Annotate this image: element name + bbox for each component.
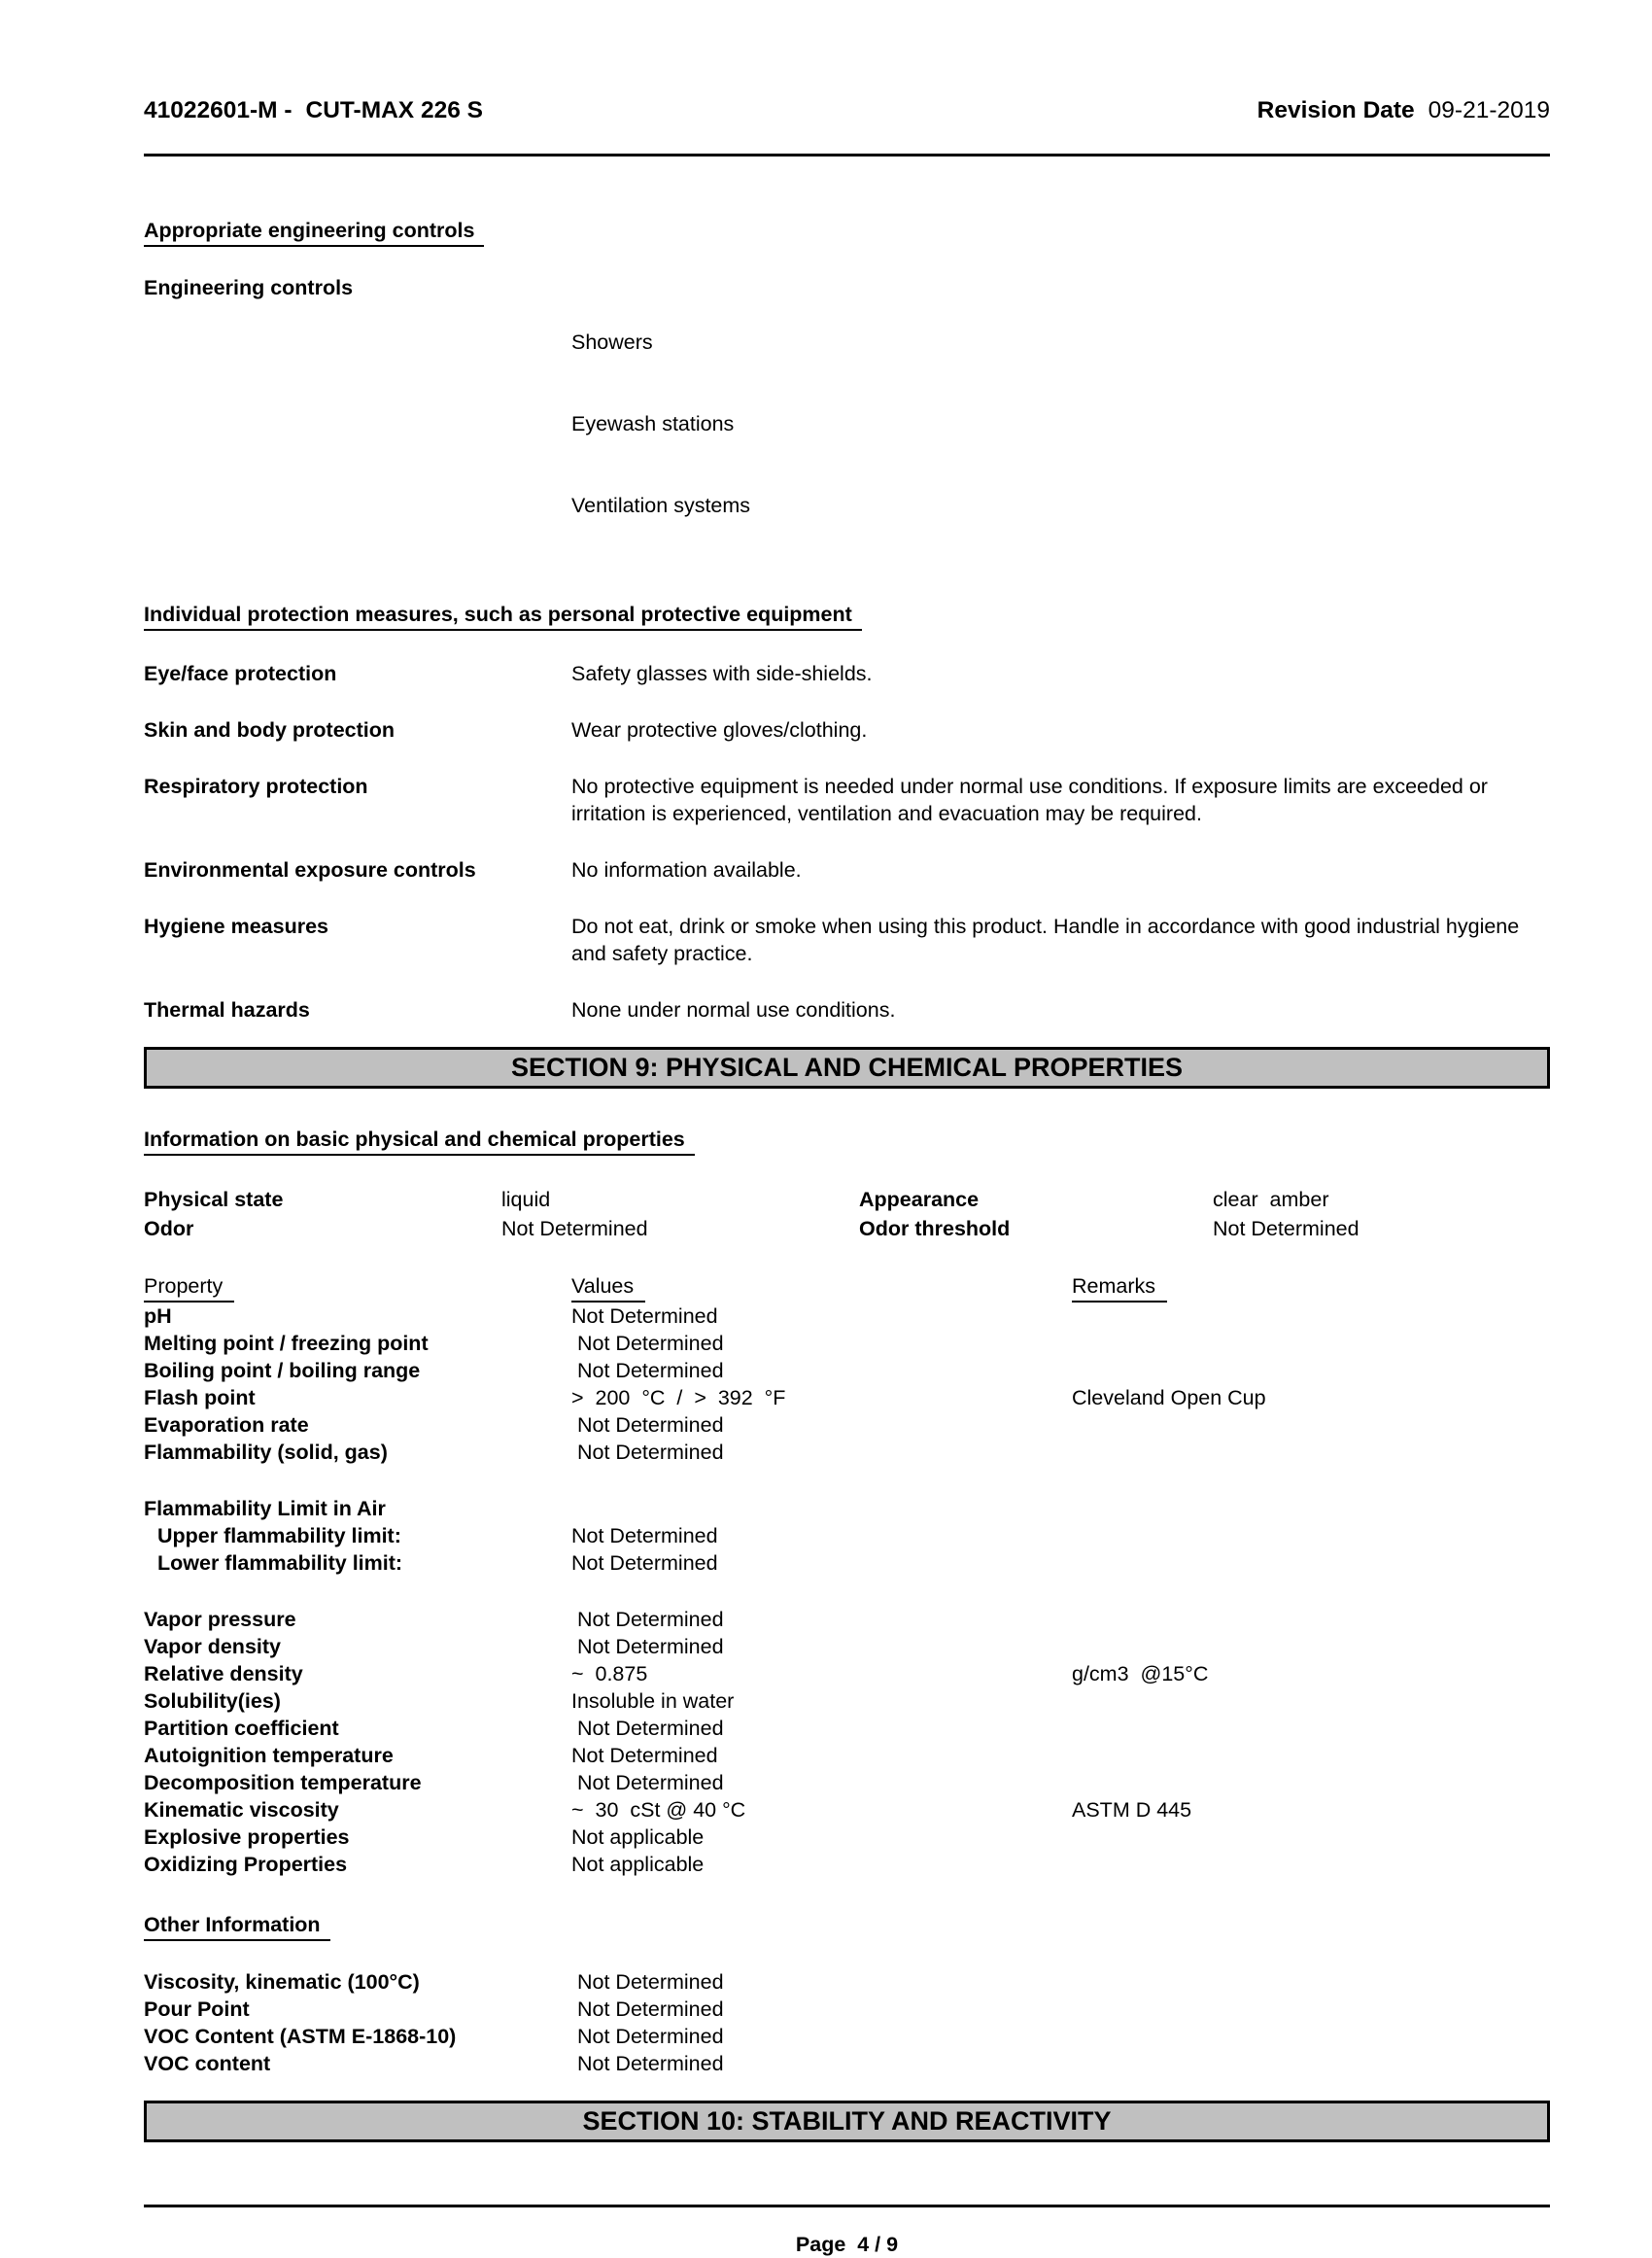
protection-value: No protective equipment is needed under normal use conditions. If exposure limits are exceeded or irritation is experienced, ventilation and evacuation may be required. [571, 775, 1494, 825]
property-name: Upper flammability limit: [157, 1524, 401, 1547]
property-row-partition-coefficient [144, 1715, 1550, 1742]
property-name: VOC Content (ASTM E-1868-10) [144, 2025, 457, 2048]
column-header-remarks: Remarks [1072, 1272, 1550, 1303]
property-remark [1072, 2023, 1550, 2050]
property-value: ~ 0.875 [571, 1662, 648, 1685]
property-row-boiling-point [144, 1357, 1550, 1384]
property-name: Vapor pressure [144, 1608, 296, 1631]
property-row-flash-point [144, 1384, 1550, 1411]
property-remark: Cleveland Open Cup [1072, 1386, 1266, 1409]
state-label: Odor [144, 1217, 194, 1240]
property-remark [1072, 1633, 1550, 1660]
property-remark: g/cm3 @15°C [1072, 1662, 1209, 1685]
page-number: Page 4 / 9 [795, 2233, 899, 2256]
state-value: Not Determined [1213, 1217, 1359, 1240]
property-remark [1072, 1411, 1550, 1439]
state-label: Odor threshold [859, 1217, 1011, 1240]
property-value: Not Determined [571, 1441, 724, 1464]
property-name: Solubility(ies) [144, 1689, 281, 1713]
flammability-limit-heading: Flammability Limit in Air [144, 1497, 386, 1520]
engineering-control-line: Showers [571, 330, 653, 354]
engineering-controls-label: Engineering controls [144, 276, 354, 299]
property-row-autoignition-temperature [144, 1742, 1550, 1769]
property-remark: ASTM D 445 [1072, 1798, 1192, 1822]
state-row-physical-appearance [144, 1185, 1550, 1214]
property-value: Not Determined [571, 1551, 718, 1575]
property-table-header [144, 1272, 1550, 1303]
protection-row-skin-body [144, 716, 1550, 744]
property-remark [1072, 1549, 1550, 1577]
property-name: Lower flammability limit: [157, 1551, 403, 1575]
property-remark [1072, 1330, 1550, 1357]
document-title [144, 97, 483, 124]
protection-row-environmental [144, 856, 1550, 884]
property-value: Not applicable [571, 1853, 705, 1876]
property-row-melting-point [144, 1330, 1550, 1357]
property-name: Explosive properties [144, 1825, 350, 1849]
column-header-values: Values [571, 1272, 1072, 1303]
property-value: Not Determined [571, 1332, 724, 1355]
protection-label: Environmental exposure controls [144, 858, 476, 882]
property-value: Not Determined [571, 1970, 724, 1994]
revision-date-block [1257, 97, 1550, 124]
protection-row-eye-face [144, 660, 1550, 687]
state-label: Appearance [859, 1188, 980, 1211]
heading-basic-physical-chemical-info: Information on basic physical and chemical properties [144, 1126, 1550, 1156]
property-row-solubility [144, 1687, 1550, 1715]
property-value: Not Determined [571, 1359, 724, 1382]
protection-value: Safety glasses with side-shields. [571, 662, 873, 685]
header-divider [144, 154, 1550, 156]
property-row-upper-flammability [144, 1522, 1550, 1549]
protection-label: Skin and body protection [144, 718, 396, 742]
state-value: Not Determined [501, 1217, 648, 1240]
property-name: Autoignition temperature [144, 1744, 394, 1767]
property-value: Not Determined [571, 2052, 724, 2075]
property-remark [1072, 1851, 1550, 1878]
property-remark [1072, 1824, 1550, 1851]
property-remark [1072, 1303, 1550, 1330]
property-name: Flash point [144, 1386, 256, 1409]
state-label: Physical state [144, 1188, 284, 1211]
document-header [144, 0, 1550, 124]
property-remark [1072, 1606, 1550, 1633]
property-row-vapor-density [144, 1633, 1550, 1660]
engineering-control-line: Ventilation systems [571, 494, 751, 517]
property-value: > 200 °C / > 392 °F [571, 1386, 786, 1409]
property-row-flammability-solid-gas [144, 1439, 1550, 1466]
property-name: VOC content [144, 2052, 271, 2075]
property-name: Kinematic viscosity [144, 1798, 339, 1822]
property-remark [1072, 1687, 1550, 1715]
property-value: Not applicable [571, 1825, 705, 1849]
property-name: Melting point / freezing point [144, 1332, 429, 1355]
property-remark [1072, 1439, 1550, 1466]
property-row-lower-flammability [144, 1549, 1550, 1577]
property-row-voc-content-astm [144, 2023, 1550, 2050]
property-remark [1072, 1996, 1550, 2023]
property-remark [1072, 1357, 1550, 1384]
property-name: Pour Point [144, 1997, 250, 2021]
protection-label: Thermal hazards [144, 998, 310, 1022]
property-name: Oxidizing Properties [144, 1853, 348, 1876]
property-row-oxidizing-properties [144, 1851, 1550, 1878]
property-remark [1072, 1742, 1550, 1769]
property-row-explosive-properties [144, 1824, 1550, 1851]
section-10-banner: SECTION 10: STABILITY AND REACTIVITY [144, 2101, 1550, 2142]
protection-row-hygiene [144, 913, 1550, 967]
property-value: Not Determined [571, 1771, 724, 1794]
engineering-controls-values [571, 274, 1550, 573]
protection-row-thermal [144, 996, 1550, 1024]
property-value: Not Determined [571, 1304, 718, 1328]
property-name: Partition coefficient [144, 1717, 339, 1740]
property-name: Decomposition temperature [144, 1771, 422, 1794]
property-value: Insoluble in water [571, 1689, 735, 1713]
protection-row-respiratory [144, 773, 1550, 827]
product-name: CUT-MAX 226 S [305, 97, 483, 123]
property-name: Relative density [144, 1662, 303, 1685]
protection-label: Respiratory protection [144, 775, 368, 798]
property-row-relative-density [144, 1660, 1550, 1687]
property-value: Not Determined [571, 1744, 718, 1767]
heading-individual-protection-measures: Individual protection measures, such as personal protective equipment [144, 601, 1550, 631]
protection-value: None under normal use conditions. [571, 998, 896, 1022]
property-name: Viscosity, kinematic (100°C) [144, 1970, 420, 1994]
property-row-pour-point [144, 1996, 1550, 2023]
heading-appropriate-engineering-controls: Appropriate engineering controls [144, 217, 1550, 247]
property-value: Not Determined [571, 1608, 724, 1631]
property-remark [1072, 1968, 1550, 1996]
section-9-banner: SECTION 9: PHYSICAL AND CHEMICAL PROPERTIES [144, 1047, 1550, 1089]
property-row-evaporation-rate [144, 1411, 1550, 1439]
state-value: clear amber [1213, 1188, 1329, 1211]
property-value: Not Determined [571, 1635, 724, 1658]
protection-label: Hygiene measures [144, 915, 329, 938]
property-row-ph [144, 1303, 1550, 1330]
property-value: Not Determined [571, 1413, 724, 1437]
document-id: 41022601-M - [144, 97, 293, 123]
revision-date-label: Revision Date [1256, 97, 1415, 123]
property-remark [1072, 1769, 1550, 1796]
protection-label: Eye/face protection [144, 662, 337, 685]
property-value: Not Determined [571, 2025, 724, 2048]
property-name: Flammability (solid, gas) [144, 1441, 388, 1464]
property-value: Not Determined [571, 1717, 724, 1740]
engineering-controls-row [144, 274, 1550, 573]
property-row-voc-content [144, 2050, 1550, 2077]
property-row-decomposition-temperature [144, 1769, 1550, 1796]
property-name: pH [144, 1304, 172, 1328]
protection-value: Wear protective gloves/clothing. [571, 718, 868, 742]
property-remark [1072, 1522, 1550, 1549]
property-name: Vapor density [144, 1635, 281, 1658]
state-value: liquid [501, 1188, 551, 1211]
heading-other-information: Other Information [144, 1911, 1550, 1941]
property-row-kinematic-viscosity [144, 1796, 1550, 1824]
state-row-odor-threshold [144, 1214, 1550, 1243]
revision-date-value: 09-21-2019 [1428, 97, 1550, 123]
property-value: Not Determined [571, 1524, 718, 1547]
property-remark [1072, 2050, 1550, 2077]
protection-value: No information available. [571, 858, 802, 882]
column-header-property: Property [144, 1272, 571, 1303]
protection-value: Do not eat, drink or smoke when using this product. Handle in accordance with good industrial hygiene and safety practice. [571, 915, 1526, 965]
property-row-viscosity-kinematic-100c [144, 1968, 1550, 1996]
property-value: Not Determined [571, 1997, 724, 2021]
engineering-control-line: Eyewash stations [571, 412, 735, 435]
footer-divider [144, 2205, 1550, 2207]
property-name: Boiling point / boiling range [144, 1359, 421, 1382]
property-value: ~ 30 cSt @ 40 °C [571, 1798, 746, 1822]
property-name: Evaporation rate [144, 1413, 309, 1437]
property-row-vapor-pressure [144, 1606, 1550, 1633]
property-remark [1072, 1715, 1550, 1742]
